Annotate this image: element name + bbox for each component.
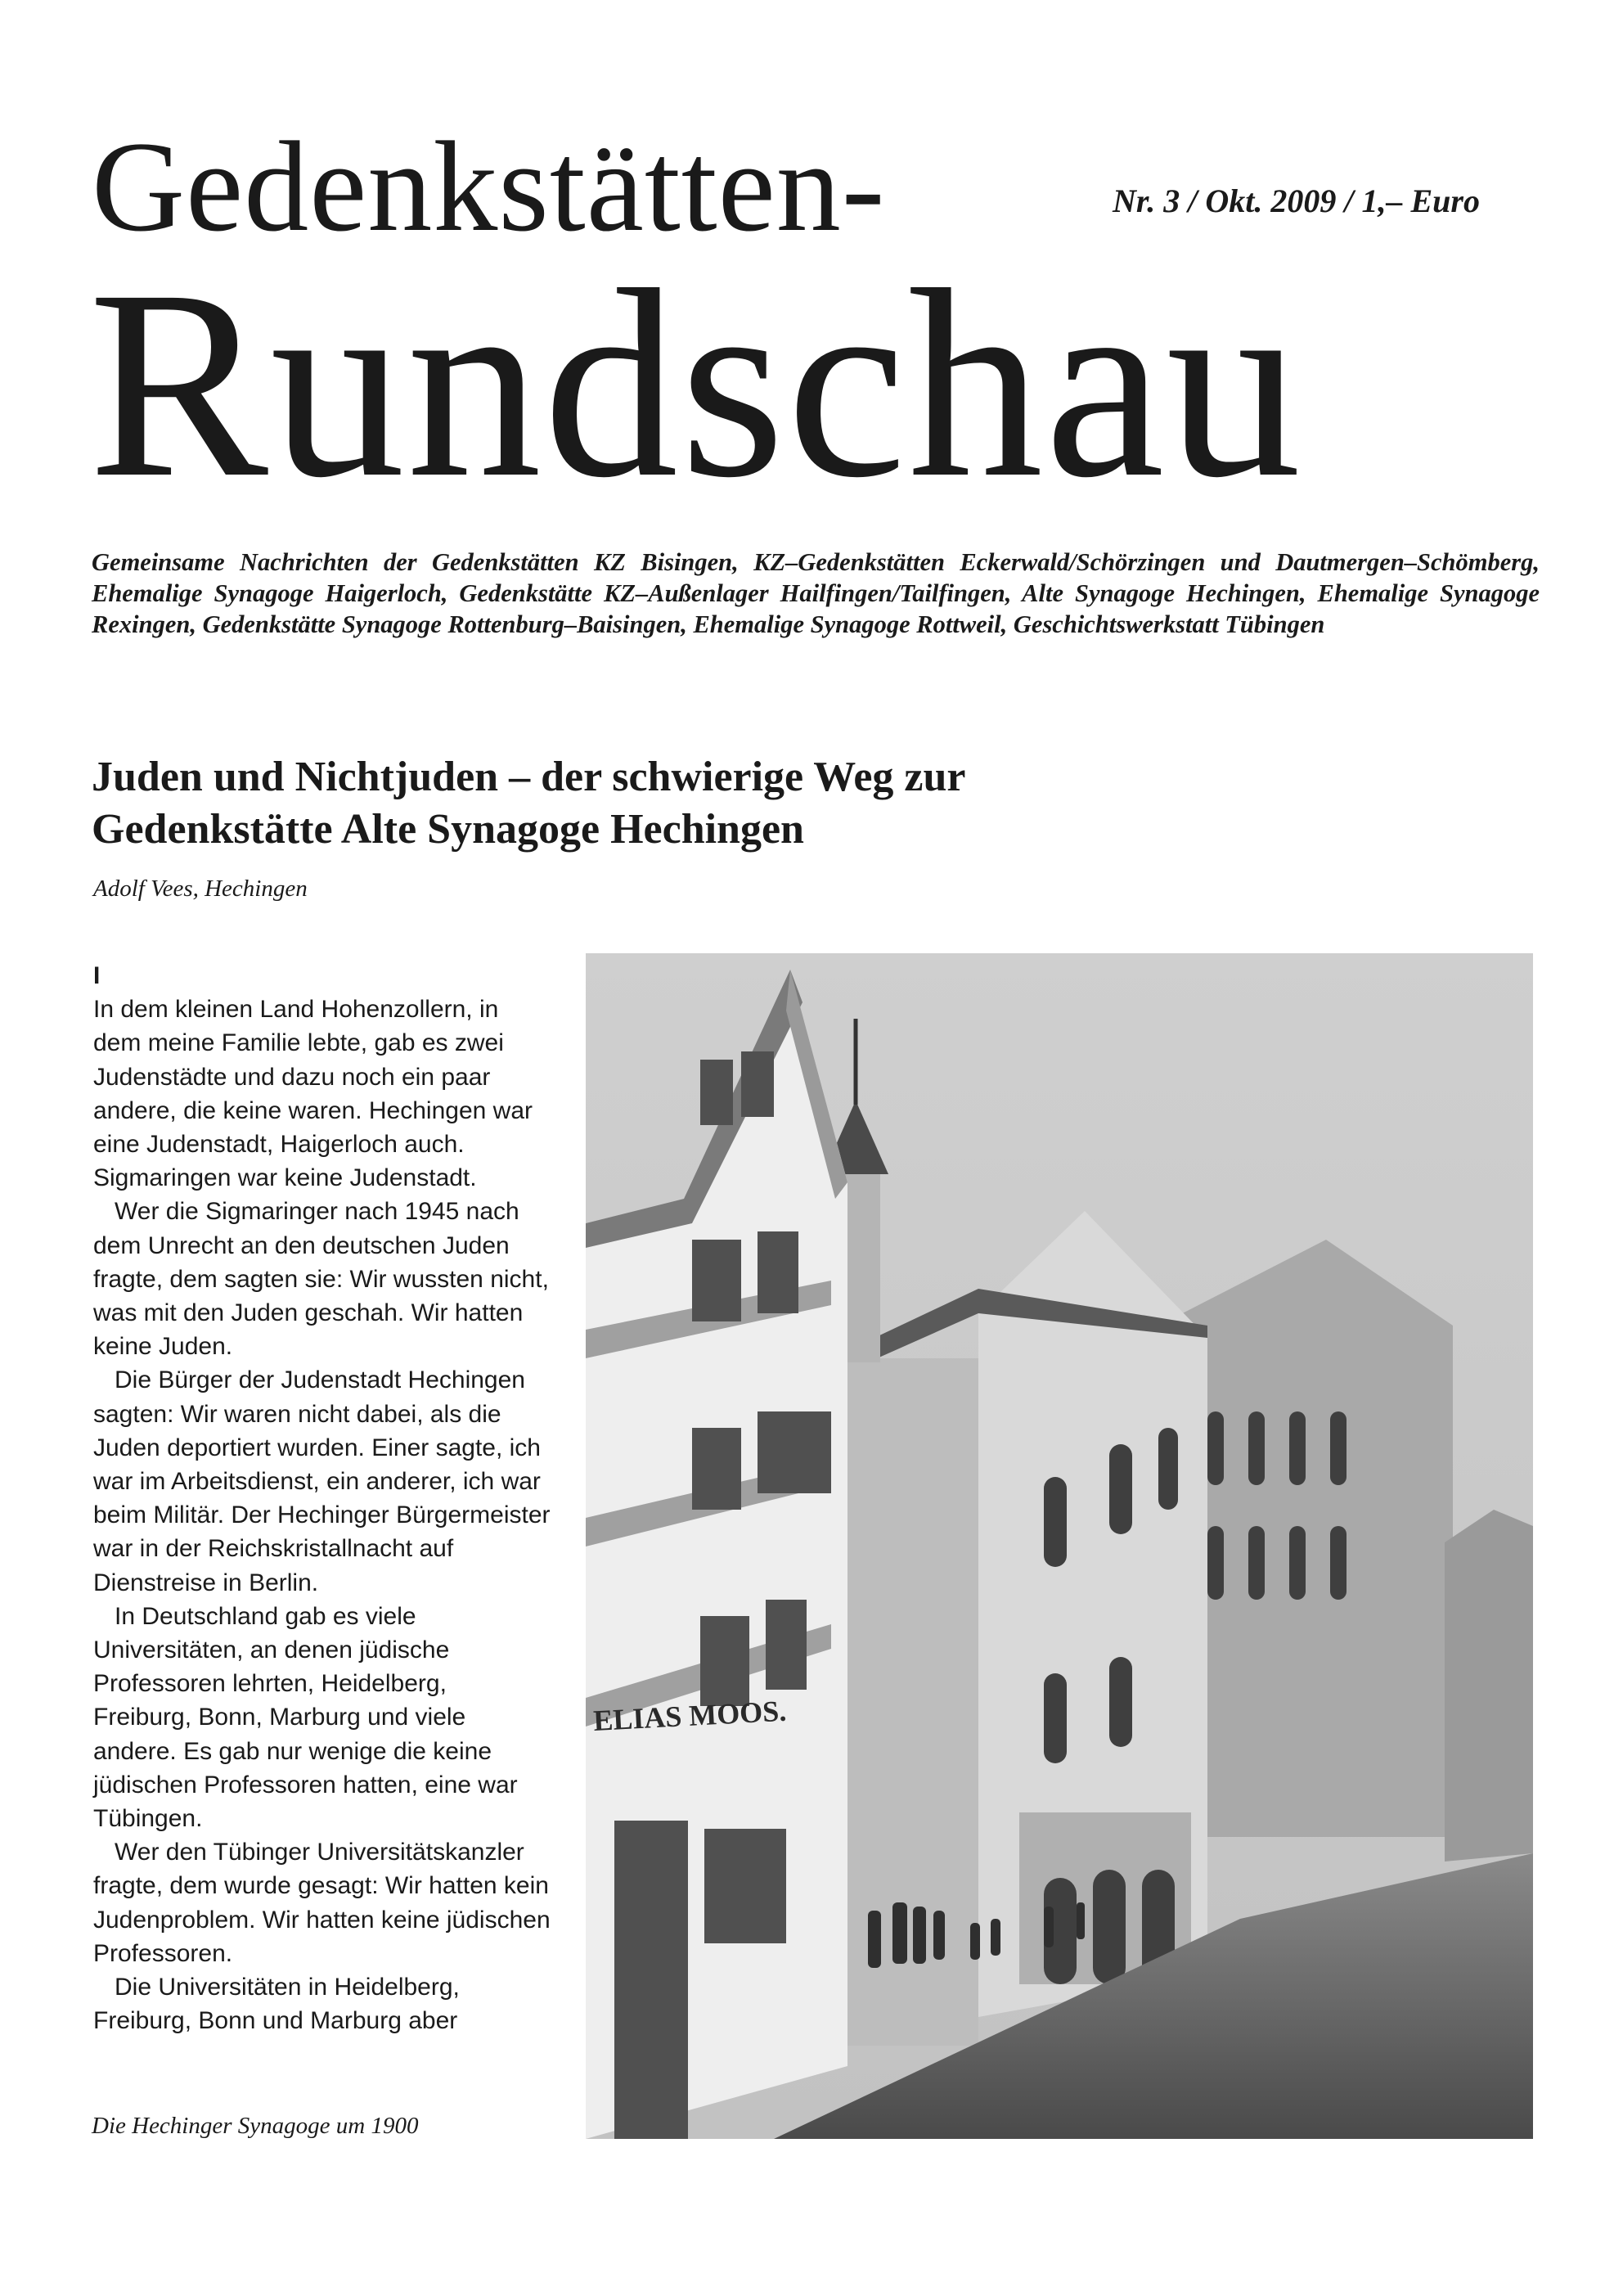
paragraph: In dem kleinen Land Hohenzollern, in dem meine Familie lebte, gab es zwei Judenstädte und dazu noch ein paar andere, die keine waren. Hechingen war eine Judenstadt, Haigerloch auch. Sigmaringen war keine Judenstadt. [93,996,533,1192]
article-body [93,959,551,2038]
article-author: Adolf Vees, Hechingen [93,876,308,902]
photo-caption: Die Hechinger Synagoge um 1900 [92,2113,419,2139]
synagogue-photo [586,953,1533,2139]
masthead-title-line2: Rundschau [88,235,1303,533]
issue-info: Nr. 3 / Okt. 2009 / 1,– Euro [1113,182,1480,219]
publication-subtitle: Gemeinsame Nachrichten der Gedenkstätten KZ Bisingen, KZ–Gedenkstätten Eckerwald/Schörzingen und Dautmergen–Schömberg, Ehemalige Synagoge Haigerloch, Gedenkstätte KZ–Außenlager Hailfingen/Tailfingen, Alte Synagoge Hechingen, Ehemalige Synagoge Rexingen, Gedenkstätte Synagoge Rottenburg–Baisingen, Ehemalige Synagoge Rottweil, Geschichtswerkstatt Tübingen [92,548,1540,638]
headline-line-1: Juden und Nichtjuden – der schwierige Weg zur [92,754,966,800]
article-headline [92,751,1482,856]
paragraph: Wer die Sigmaringer nach 1945 nach dem Unrecht an den deutschen Juden fragte, dem sagten sie: Wir wussten nicht, was mit den Juden geschah. Wir hatten keine Juden. [93,1198,549,1361]
masthead-title-line1: Gedenkstätten- [92,115,886,259]
paragraph: In Deutschland gab es viele Universitäten, an denen jüdische Professoren lehrten, Heidelberg, Freiburg, Bonn, Marburg und viele andere. Es gab nur wenige die keine jüdischen Professoren hatten, eine war Tübingen. [93,1602,518,1833]
headline-line-2: Gedenkstätte Alte Synagoge Hechingen [92,806,804,853]
paragraph: Die Universitäten in Heidelberg, Freiburg, Bonn und Marburg aber [93,1974,460,2035]
section-number: I [93,962,101,989]
paragraph: Die Bürger der Judenstadt Hechingen sagten: Wir waren nicht dabei, als die Juden deportiert wurden. Einer sagte, ich war im Arbeitsdienst, ein anderer, ich war beim Militär. Der Hechinger Bürgermeister war in der Reichskristallnacht auf Dienstreise in Berlin. [93,1366,551,1596]
photo-sign-text: ELIAS MOOS. [592,1694,788,1737]
paragraph: Wer den Tübinger Universitätskanzler fragte, dem wurde gesagt: Wir hatten kein Judenproblem. Wir hatten keine jüdischen Professoren. [93,1839,551,1967]
